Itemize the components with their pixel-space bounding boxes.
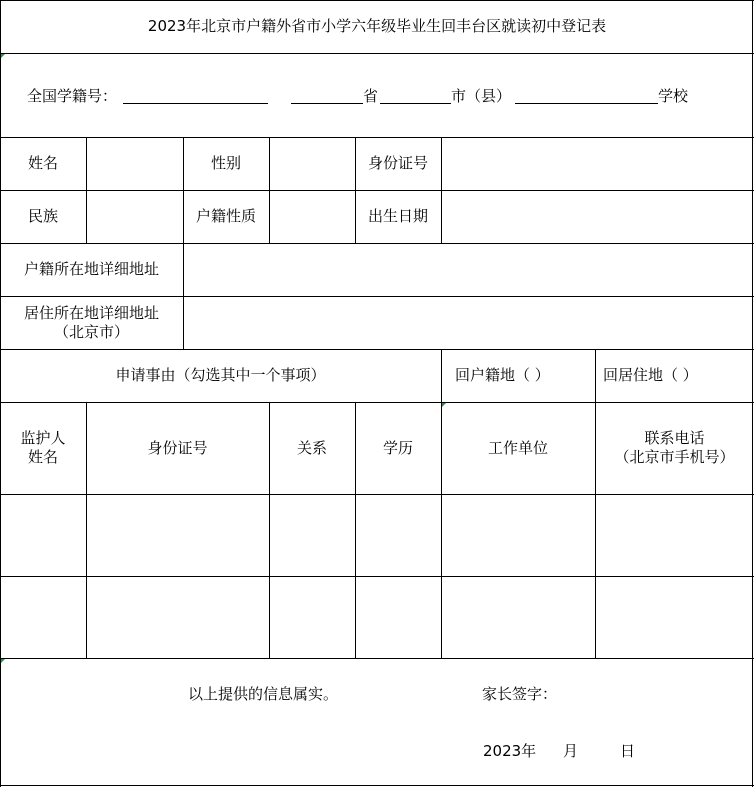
hukou-type-label: 户籍性质 (195, 207, 256, 225)
gender-field[interactable] (269, 137, 355, 190)
school-field[interactable] (515, 103, 658, 104)
guardian-2-education-field[interactable] (355, 576, 441, 658)
name-field[interactable] (86, 137, 183, 190)
guardian-1-id-field[interactable] (86, 494, 269, 576)
guardian-phone-header (595, 402, 754, 494)
form-title (0, 0, 754, 53)
guardian-2-employer-field[interactable] (441, 576, 595, 658)
student-id-field[interactable] (123, 103, 268, 104)
guardian-header-line2: 姓名 (27, 448, 58, 466)
guardian-header-line1: 监护人 (20, 429, 66, 447)
row-divider (0, 53, 754, 54)
table-border-bottom (0, 785, 754, 786)
residence-address-note: （北京市） (53, 322, 129, 341)
cell-marker (1, 659, 5, 663)
guardian-name-header (0, 402, 86, 494)
city-label: 市（县） (451, 87, 512, 105)
guardian-1-relation-field[interactable] (269, 494, 355, 576)
city-field[interactable] (380, 103, 451, 104)
cell-marker (1, 54, 5, 58)
guardian-1-education-field[interactable] (355, 494, 441, 576)
residence-address-field[interactable] (183, 296, 754, 349)
province-label: 省 (363, 87, 379, 105)
name-label: 姓名 (27, 154, 58, 172)
date-month: 月 (563, 742, 579, 760)
parent-signature-label: 家长签字： (482, 685, 558, 703)
guardian-relation-header: 关系 (296, 438, 327, 457)
birthdate-field[interactable] (441, 190, 754, 243)
application-reason-label: 申请事由（勾选其中一个事项） (115, 366, 326, 384)
date-day: 日 (620, 742, 636, 760)
guardian-2-name-field[interactable] (0, 576, 86, 658)
residence-address-label (0, 296, 183, 349)
form-title-text: 2023年北京市户籍外省市小学六年级毕业生回丰台区就读初中登记表 (147, 17, 607, 35)
guardian-phone-line1: 联系电话 (644, 429, 705, 447)
residence-address-label-text: 居住所在地详细地址 (23, 303, 159, 322)
statement-text: 以上提供的信息属实。 (188, 685, 339, 703)
guardian-2-phone-field[interactable] (595, 576, 754, 658)
date-year: 2023年 (483, 742, 537, 760)
id-number-field[interactable] (441, 137, 754, 190)
guardian-1-employer-field[interactable] (441, 494, 595, 576)
ethnicity-label: 民族 (27, 207, 58, 225)
guardian-2-id-field[interactable] (86, 576, 269, 658)
option-return-residence[interactable]: 回居住地（ ） (603, 366, 698, 384)
guardian-1-phone-field[interactable] (595, 494, 754, 576)
guardian-employer-header: 工作单位 (487, 438, 548, 457)
ethnicity-field[interactable] (86, 190, 183, 243)
guardian-id-header: 身份证号 (147, 438, 208, 457)
hukou-address-label: 户籍所在地详细地址 (23, 260, 159, 278)
guardian-phone-line2: （北京市手机号） (614, 448, 735, 466)
guardian-1-name-field[interactable] (0, 494, 86, 576)
gender-label: 性别 (210, 154, 241, 172)
option-return-hukou[interactable]: 回户籍地（ ） (455, 366, 550, 384)
student-id-label: 全国学籍号： (27, 87, 118, 105)
birthdate-label: 出生日期 (367, 207, 428, 225)
province-field[interactable] (291, 103, 363, 104)
id-number-label: 身份证号 (367, 154, 428, 172)
guardian-education-header: 学历 (382, 438, 413, 457)
row-divider (0, 658, 754, 659)
hukou-address-field[interactable] (183, 243, 754, 296)
hukou-type-field[interactable] (269, 190, 355, 243)
school-label: 学校 (658, 87, 689, 105)
guardian-2-relation-field[interactable] (269, 576, 355, 658)
